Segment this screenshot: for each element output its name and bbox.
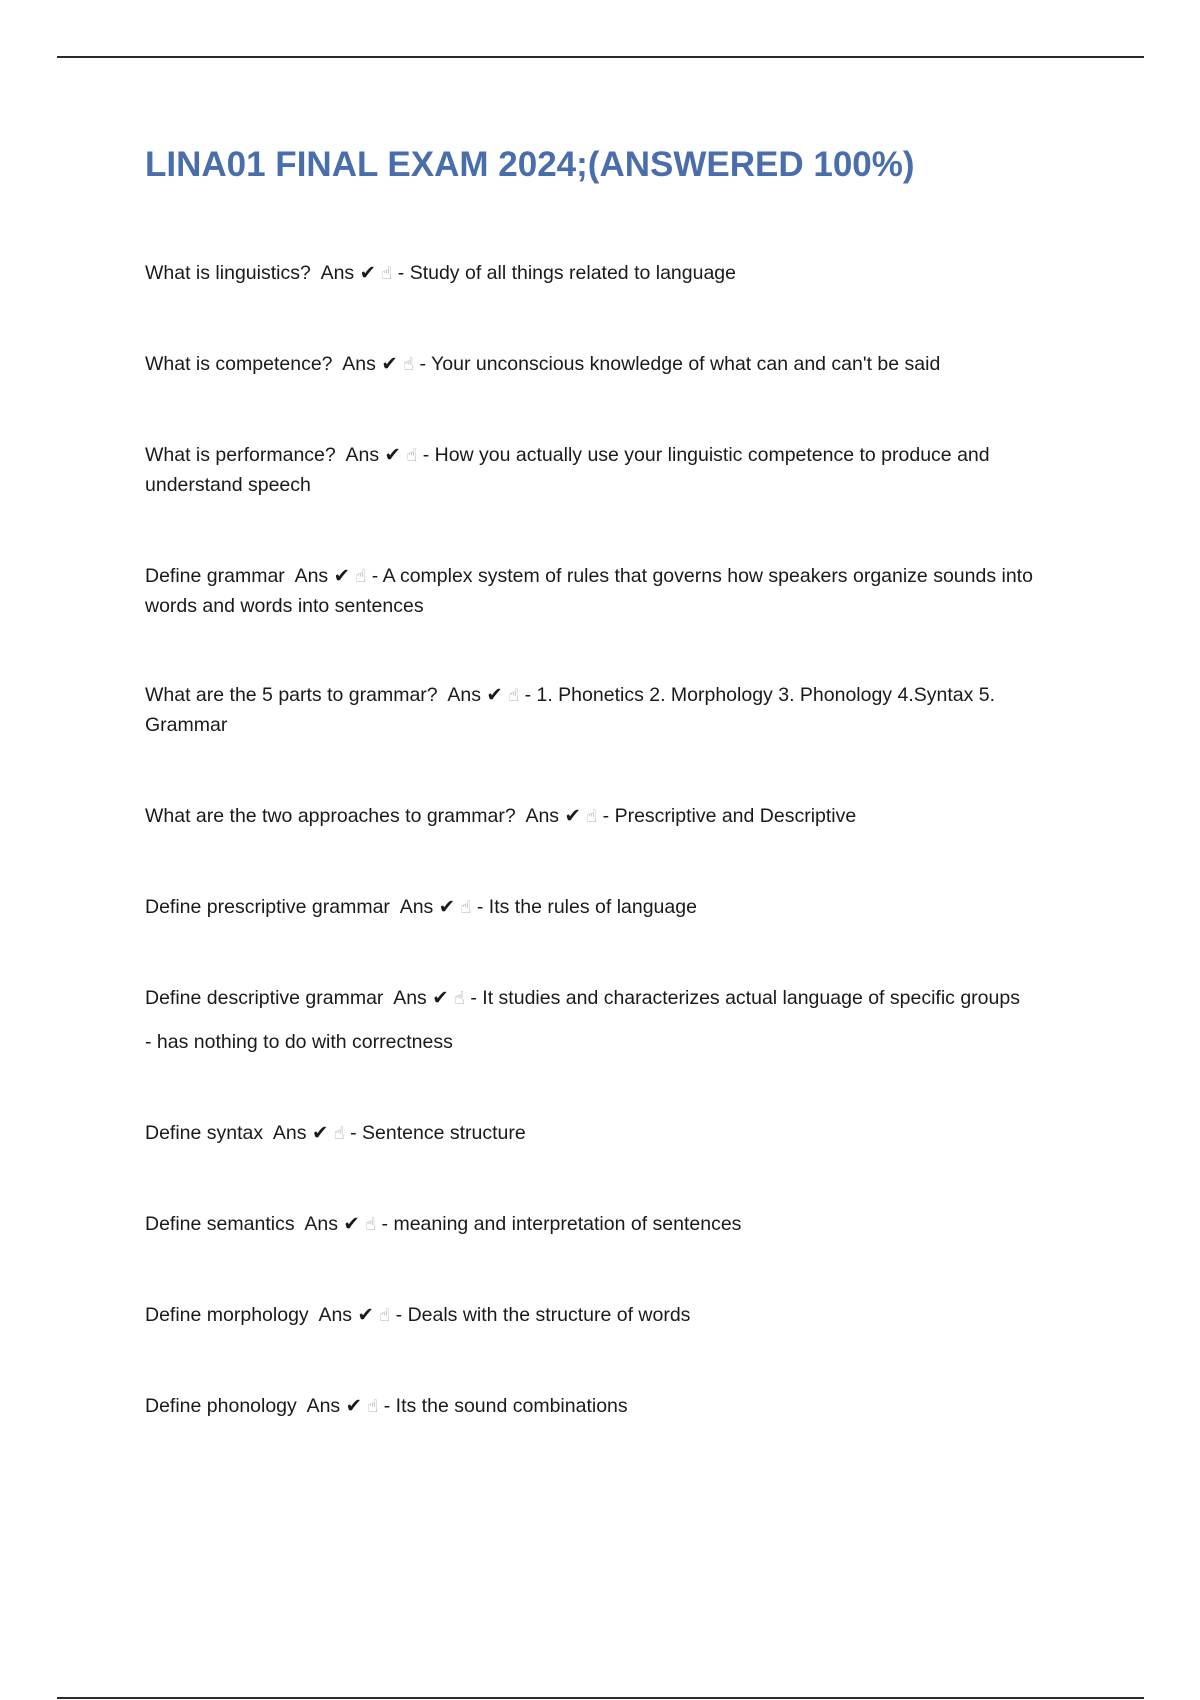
answer-dash: - <box>397 262 405 284</box>
qa-item <box>145 892 1070 922</box>
ans-label: Ans <box>318 1304 353 1326</box>
answer-dash: - <box>524 684 532 706</box>
qa-item <box>145 1209 1070 1239</box>
answer-text: Deals with the structure of words <box>407 1304 691 1326</box>
answer-dash: - <box>371 565 379 587</box>
document-title: LINA01 FINAL EXAM 2024;(ANSWERED 100%) <box>145 145 915 184</box>
answer-dash: - <box>383 1395 391 1417</box>
answer-dash: - <box>419 353 426 375</box>
pointing-hand-icon: ☝ <box>406 445 418 465</box>
answer-text: It studies and characterizes actual language of specific groups <box>482 987 1020 1009</box>
question-text: Define phonology <box>145 1395 297 1417</box>
answer-text: Prescriptive and Descriptive <box>614 805 857 827</box>
pointing-hand-icon: ☝ <box>379 1305 391 1325</box>
ans-label: Ans <box>447 684 481 706</box>
qa-item <box>145 680 1070 740</box>
check-icon: ✔ <box>564 805 581 827</box>
ans-label: Ans <box>272 1122 307 1144</box>
pointing-hand-icon: ☝ <box>586 806 598 826</box>
pointing-hand-icon: ☝ <box>453 988 465 1008</box>
answer-dash: - <box>476 896 484 918</box>
check-icon: ✔ <box>345 1395 362 1417</box>
qa-item <box>145 801 1070 831</box>
answer-text: How you actually use your linguistic competence to produce and understand speech <box>145 444 990 496</box>
answer-text: Study of all things related to language <box>409 262 736 284</box>
pointing-hand-icon: ☝ <box>367 1396 379 1416</box>
ans-label: Ans <box>399 896 434 918</box>
check-icon: ✔ <box>432 987 449 1009</box>
answer-continuation: - has nothing to do with correctness <box>145 1031 453 1053</box>
answer-dash: - <box>381 1213 389 1235</box>
answer-text: Its the sound combinations <box>395 1395 628 1417</box>
ans-label: Ans <box>294 565 329 587</box>
footer-rule <box>57 1697 1144 1699</box>
answer-dash: - <box>602 805 610 827</box>
answer-dash: - <box>422 444 430 466</box>
check-icon: ✔ <box>357 1304 374 1326</box>
answer-dash: - <box>470 987 477 1009</box>
qa-item <box>145 349 1070 379</box>
pointing-hand-icon: ☝ <box>333 1123 345 1143</box>
answer-text: Sentence structure <box>362 1122 526 1144</box>
qa-item <box>145 1300 1070 1330</box>
check-icon: ✔ <box>333 565 350 587</box>
question-text: Define grammar <box>145 565 285 587</box>
ans-label: Ans <box>306 1395 341 1417</box>
pointing-hand-icon: ☝ <box>355 566 367 586</box>
question-text: Define morphology <box>145 1304 309 1326</box>
question-text: Define syntax <box>145 1122 264 1144</box>
qa-item <box>145 440 1070 500</box>
qa-item <box>145 983 1070 1057</box>
check-icon: ✔ <box>381 353 398 375</box>
question-text: Define semantics <box>145 1213 295 1235</box>
check-icon: ✔ <box>359 262 376 284</box>
header-rule <box>57 56 1144 58</box>
question-text: What is performance? <box>145 444 336 466</box>
check-icon: ✔ <box>384 444 401 466</box>
question-text: What are the two approaches to grammar? <box>145 805 516 827</box>
pointing-hand-icon: ☝ <box>508 685 520 705</box>
answer-dash: - <box>350 1122 357 1144</box>
pointing-hand-icon: ☝ <box>403 354 415 374</box>
qa-item <box>145 258 1070 288</box>
check-icon: ✔ <box>343 1213 360 1235</box>
question-text: Define prescriptive grammar <box>145 896 390 918</box>
check-icon: ✔ <box>486 684 503 706</box>
check-icon: ✔ <box>311 1122 329 1144</box>
answer-text: meaning and interpretation of sentences <box>393 1213 742 1235</box>
pointing-hand-icon: ☝ <box>365 1214 377 1234</box>
ans-label: Ans <box>393 987 427 1009</box>
ans-label: Ans <box>304 1213 338 1235</box>
question-text: What is competence? <box>145 353 333 375</box>
qa-item <box>145 1391 1070 1421</box>
ans-label: Ans <box>525 805 560 827</box>
pointing-hand-icon: ☝ <box>381 263 393 283</box>
answer-text: A complex system of rules that governs how speakers organize sounds into words and words into sentences <box>145 565 1033 617</box>
answer-text: Your unconscious knowledge of what can and can't be said <box>431 353 941 375</box>
answer-text: Its the rules of language <box>488 896 697 918</box>
answer-dash: - <box>395 1304 403 1326</box>
question-text: Define descriptive grammar <box>145 987 384 1009</box>
pointing-hand-icon: ☝ <box>460 897 472 917</box>
qa-item <box>145 1118 1070 1148</box>
answer-text: 1. Phonetics 2. Morphology 3. Phonology 4.Syntax 5. Grammar <box>145 684 996 736</box>
ans-label: Ans <box>345 444 380 466</box>
ans-label: Ans <box>342 353 376 375</box>
question-text: What are the 5 parts to grammar? <box>145 684 438 706</box>
question-text: What is linguistics? <box>145 262 311 284</box>
qa-item <box>145 561 1070 621</box>
check-icon: ✔ <box>438 896 456 918</box>
ans-label: Ans <box>320 262 355 284</box>
